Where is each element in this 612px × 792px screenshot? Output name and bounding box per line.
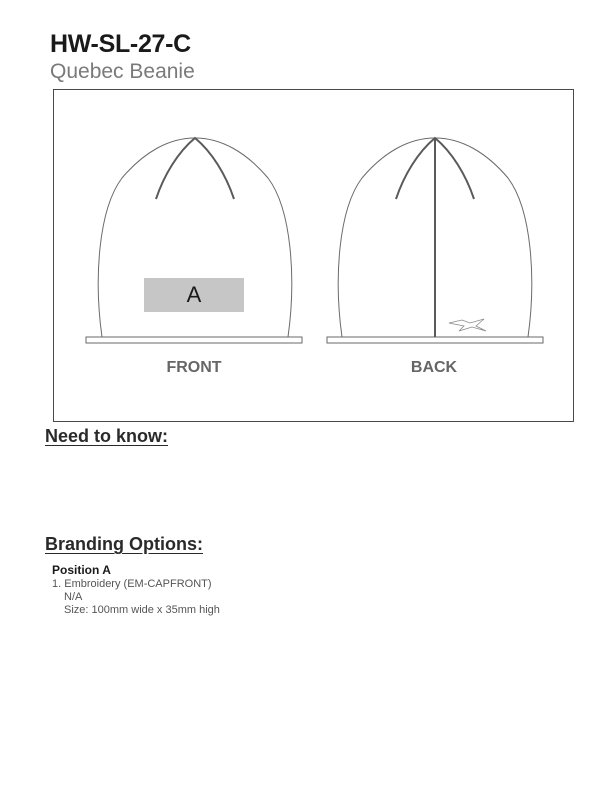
front-beanie-drawing: [86, 138, 302, 343]
slazenger-logo-icon: [449, 319, 486, 331]
branding-method: 1. Embroidery (EM-CAPFRONT): [52, 578, 212, 590]
beanie-drawings: [54, 90, 575, 423]
position-a-marker: A: [144, 278, 244, 312]
need-to-know-heading: Need to know:: [45, 426, 169, 446]
product-name: Quebec Beanie: [50, 60, 195, 83]
branding-note: N/A: [64, 591, 83, 603]
product-code: HW-SL-27-C: [50, 30, 191, 58]
product-diagram-frame: [53, 89, 574, 422]
back-beanie-drawing: [327, 138, 543, 343]
branding-options-heading: Branding Options:: [45, 534, 203, 554]
branding-size: Size: 100mm wide x 35mm high: [64, 604, 220, 616]
back-view-label: BACK: [410, 359, 458, 376]
position-a-heading: Position A: [52, 563, 111, 577]
front-view-label: FRONT: [166, 359, 222, 376]
